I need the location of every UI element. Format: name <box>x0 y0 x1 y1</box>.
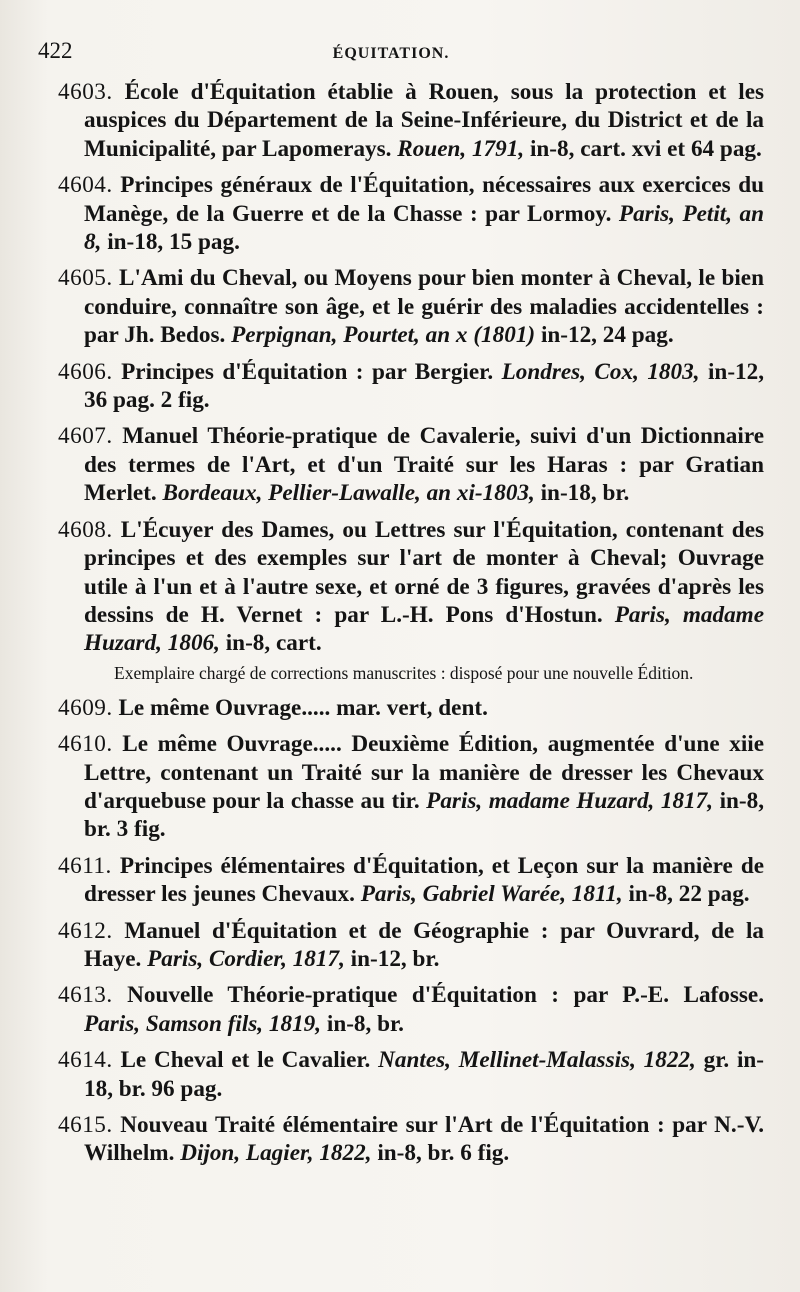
list-item <box>58 1046 765 1103</box>
entry-number: 4615. <box>58 1112 113 1138</box>
entry-title: Principes élémentaires d'Équitation, et Leçon sur la manière de dresser les jeunes Chevaux. <box>84 852 765 908</box>
entry-collation: in-8, cart. <box>225 630 322 657</box>
running-head <box>38 38 764 72</box>
list-item <box>58 516 765 658</box>
entry-title: L'Ami du Cheval, ou Moyens pour bien monter à Cheval, le bien conduire, connaître son âge, et le guérir des maladies accidentelles : par Jh. Bedos. <box>84 265 764 349</box>
entry-number: 4613. <box>58 982 113 1009</box>
entry-title: École d'Équitation établie à Rouen, sous la protection et les auspices du Département de la Seine-Inférieure, du District et de la Municipalité, par Lapomerays. <box>84 79 765 162</box>
entry-number: 4612. <box>58 917 113 944</box>
entry-number: 4614. <box>58 1047 113 1074</box>
entry-title: Le même Ouvrage..... Deuxième Édition, augmentée d'une xiie Lettre, contenant un Traité sur la manière de dresser les Chevaux d'arquebuse pour la chasse au tir. <box>84 731 764 814</box>
entry-imprint: Paris, Samson fils, 1819, <box>84 1010 322 1037</box>
entry-title: Nouveau Traité élémentaire sur l'Art de l'Équitation : par N.-V. Wilhelm. <box>84 1112 764 1167</box>
entry-list <box>58 78 764 1168</box>
list-item <box>58 981 764 1038</box>
entry-collation: gr. in-18, br. 96 pag. <box>84 1047 765 1102</box>
entry-number: 4607. <box>58 423 113 450</box>
list-item <box>58 852 765 909</box>
entry-collation: in-8, cart. xvi et 64 pag. <box>529 135 762 162</box>
entry-title: Principes généraux de l'Équitation, nécessaires aux exercices du Manège, de la Guerre et de la Chasse : par Lormoy. <box>84 172 764 227</box>
entry-collation: in-18, br. <box>540 480 630 507</box>
list-item <box>58 694 764 722</box>
entry-collation: in-8, br. <box>326 1010 404 1037</box>
entry-number: 4609. <box>58 694 113 721</box>
entry-number: 4610. <box>58 731 113 758</box>
entry-imprint: Paris, madame Huzard, 1817, <box>426 787 714 814</box>
entry-number: 4608. <box>58 516 113 543</box>
entry-collation: in-8, 22 pag. <box>628 881 750 908</box>
entry-number: 4606. <box>58 358 113 385</box>
entry-imprint: Paris, Petit, an 8, <box>84 200 764 256</box>
entry-collation: in-12, br. <box>350 945 440 972</box>
entry-imprint: Nantes, Mellinet-Malassis, 1822, <box>378 1047 696 1074</box>
entry-imprint: Bordeaux, Pellier-Lawalle, an xi-1803, <box>162 480 535 507</box>
entry-collation: in-8, br. 3 fig. <box>84 787 765 843</box>
entry-title: Nouvelle Théorie-pratique d'Équitation : par P.-E. Lafosse. <box>127 982 764 1009</box>
list-item <box>58 78 765 163</box>
entry-number: 4603. <box>58 79 113 105</box>
entry-note: Exemplaire chargé de corrections manuscrites : disposé pour une nouvelle Édition. <box>114 662 694 683</box>
list-item <box>58 917 765 974</box>
entry-title: Manuel Théorie-pratique de Cavalerie, suivi d'un Dictionnaire des termes de l'Art, et d'un Traité sur les Haras : par Gratian Merlet. <box>84 423 764 507</box>
entry-collation: in-8, br. 6 fig. <box>377 1140 510 1167</box>
entry-title: Principes d'Équitation : par Bergier. <box>121 358 494 385</box>
page-number: 422 <box>38 38 73 63</box>
entry-title: Le même Ouvrage..... mar. vert, dent. <box>118 694 488 721</box>
list-item <box>58 264 764 349</box>
entry-imprint: Dijon, Lagier, 1822, <box>180 1140 372 1167</box>
list-item <box>58 1111 764 1168</box>
entry-collation: in-18, 15 pag. <box>107 229 240 256</box>
list-item <box>58 422 764 507</box>
entry-imprint: Perpignan, Pourtet, an x (1801) <box>231 322 536 349</box>
list-item <box>58 358 765 415</box>
entry-title: Manuel d'Équitation et de Géographie : par Ouvrard, de la Haye. <box>84 917 765 972</box>
entry-imprint: Rouen, 1791, <box>397 135 525 162</box>
entry-number: 4604. <box>58 172 113 199</box>
page-title: ÉQUITATION. <box>332 45 450 62</box>
entry-title: Le Cheval et le Cavalier. <box>120 1047 371 1074</box>
entry-imprint: Paris, madame Huzard, 1806, <box>84 601 764 657</box>
list-item <box>58 171 764 256</box>
entry-number: 4605. <box>58 265 113 292</box>
entry-number: 4611. <box>58 852 112 879</box>
entry-title: L'Écuyer des Dames, ou Lettres sur l'Équitation, contenant des principes et des exemples sur l'art de monter à Cheval; Ouvrage utile à l'un et à l'autre sexe, et orné de 3 figures, gravées d'après les dessins de H. Vernet : par L.-H. Pons d'Hostun. <box>84 516 765 628</box>
entry-collation: in-12, 36 pag. 2 fig. <box>84 358 765 414</box>
entry-imprint: Londres, Cox, 1803, <box>501 358 700 385</box>
entry-collation: in-12, 24 pag. <box>540 322 674 349</box>
entry-imprint: Paris, Cordier, 1817, <box>147 945 345 972</box>
entry-imprint: Paris, Gabriel Warée, 1811, <box>360 881 623 908</box>
list-item <box>58 730 765 844</box>
